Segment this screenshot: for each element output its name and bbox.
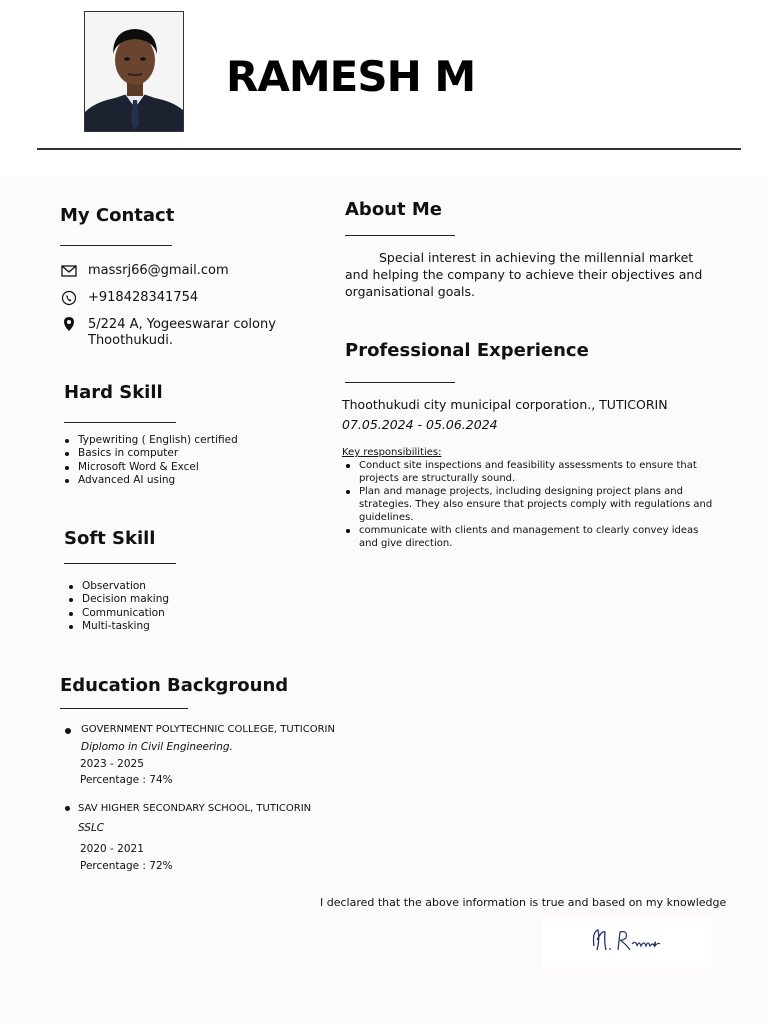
experience-divider	[345, 382, 455, 383]
contact-divider	[60, 245, 172, 246]
signature-image	[542, 918, 712, 968]
responsibilities-label: Key responsibilities:	[342, 447, 442, 458]
experience-dates: 07.05.2024 - 05.06.2024	[342, 417, 498, 432]
soft-skill-divider	[64, 563, 176, 564]
about-title: About Me	[345, 199, 442, 220]
years-text: 2020 - 2021	[80, 843, 144, 855]
hard-skill-list	[64, 434, 238, 488]
email-icon	[61, 263, 77, 279]
list-item: Typewriting ( English) certified	[64, 434, 238, 447]
address-line1: 5/224 A, Yogeeswarar colony	[88, 317, 276, 332]
about-text: Special interest in achieving the millennial market and helping the company to achieve their objectives and organisational goals.	[345, 250, 703, 299]
list-item: Decision making	[68, 593, 169, 606]
education-divider	[60, 708, 188, 709]
list-item: Basics in computer	[64, 447, 238, 460]
person-name: RAMESH M	[226, 52, 476, 101]
bullet-icon	[65, 806, 70, 811]
about-divider	[345, 235, 455, 236]
list-item: Communication	[68, 607, 169, 620]
list-item: Microsoft Word & Excel	[64, 461, 238, 474]
signature	[542, 918, 712, 968]
responsibilities-list	[344, 459, 714, 550]
school-name: SAV HIGHER SECONDARY SCHOOL, TUTICORIN	[78, 803, 312, 814]
header-divider	[37, 148, 741, 150]
experience-title: Professional Experience	[345, 340, 589, 361]
degree-text: Diplomo in Civil Engineering.	[81, 741, 233, 753]
list-item: Plan and manage projects, including designing project plans and strategies. They also ensure that projects comply with regulations and guidelines.	[344, 485, 714, 524]
company-name: Thoothukudi city municipal corporation., TUTICORIN	[342, 397, 668, 412]
list-item: Advanced AI using	[64, 474, 238, 487]
profile-photo	[84, 11, 184, 132]
percentage-text: Percentage : 72%	[80, 860, 173, 872]
education-title: Education Background	[60, 675, 289, 696]
contact-title: My Contact	[60, 205, 175, 226]
hard-skill-title: Hard Skill	[64, 382, 163, 403]
degree-text: SSLC	[78, 822, 105, 834]
address-line2: Thoothukudi.	[88, 333, 174, 348]
list-item: Conduct site inspections and feasibility assessments to ensure that projects are structurally sound.	[344, 459, 714, 485]
phone-text: +918428341754	[88, 290, 199, 305]
soft-skill-title: Soft Skill	[64, 528, 156, 549]
list-item: communicate with clients and management to clearly convey ideas and give direction.	[344, 524, 714, 550]
list-item: Observation	[68, 580, 169, 593]
declaration-text: I declared that the above information is true and based on my knowledge	[320, 896, 727, 909]
years-text: 2023 - 2025	[80, 758, 144, 770]
email-text: massrj66@gmail.com	[88, 263, 229, 278]
location-pin-icon	[61, 316, 77, 332]
hard-skill-divider	[64, 422, 176, 423]
percentage-text: Percentage : 74%	[80, 774, 173, 786]
soft-skill-list	[68, 580, 169, 634]
phone-icon	[61, 290, 77, 306]
bullet-icon	[65, 728, 71, 734]
list-item: Multi-tasking	[68, 620, 169, 633]
school-name: GOVERNMENT POLYTECHNIC COLLEGE, TUTICORIN	[81, 724, 335, 735]
